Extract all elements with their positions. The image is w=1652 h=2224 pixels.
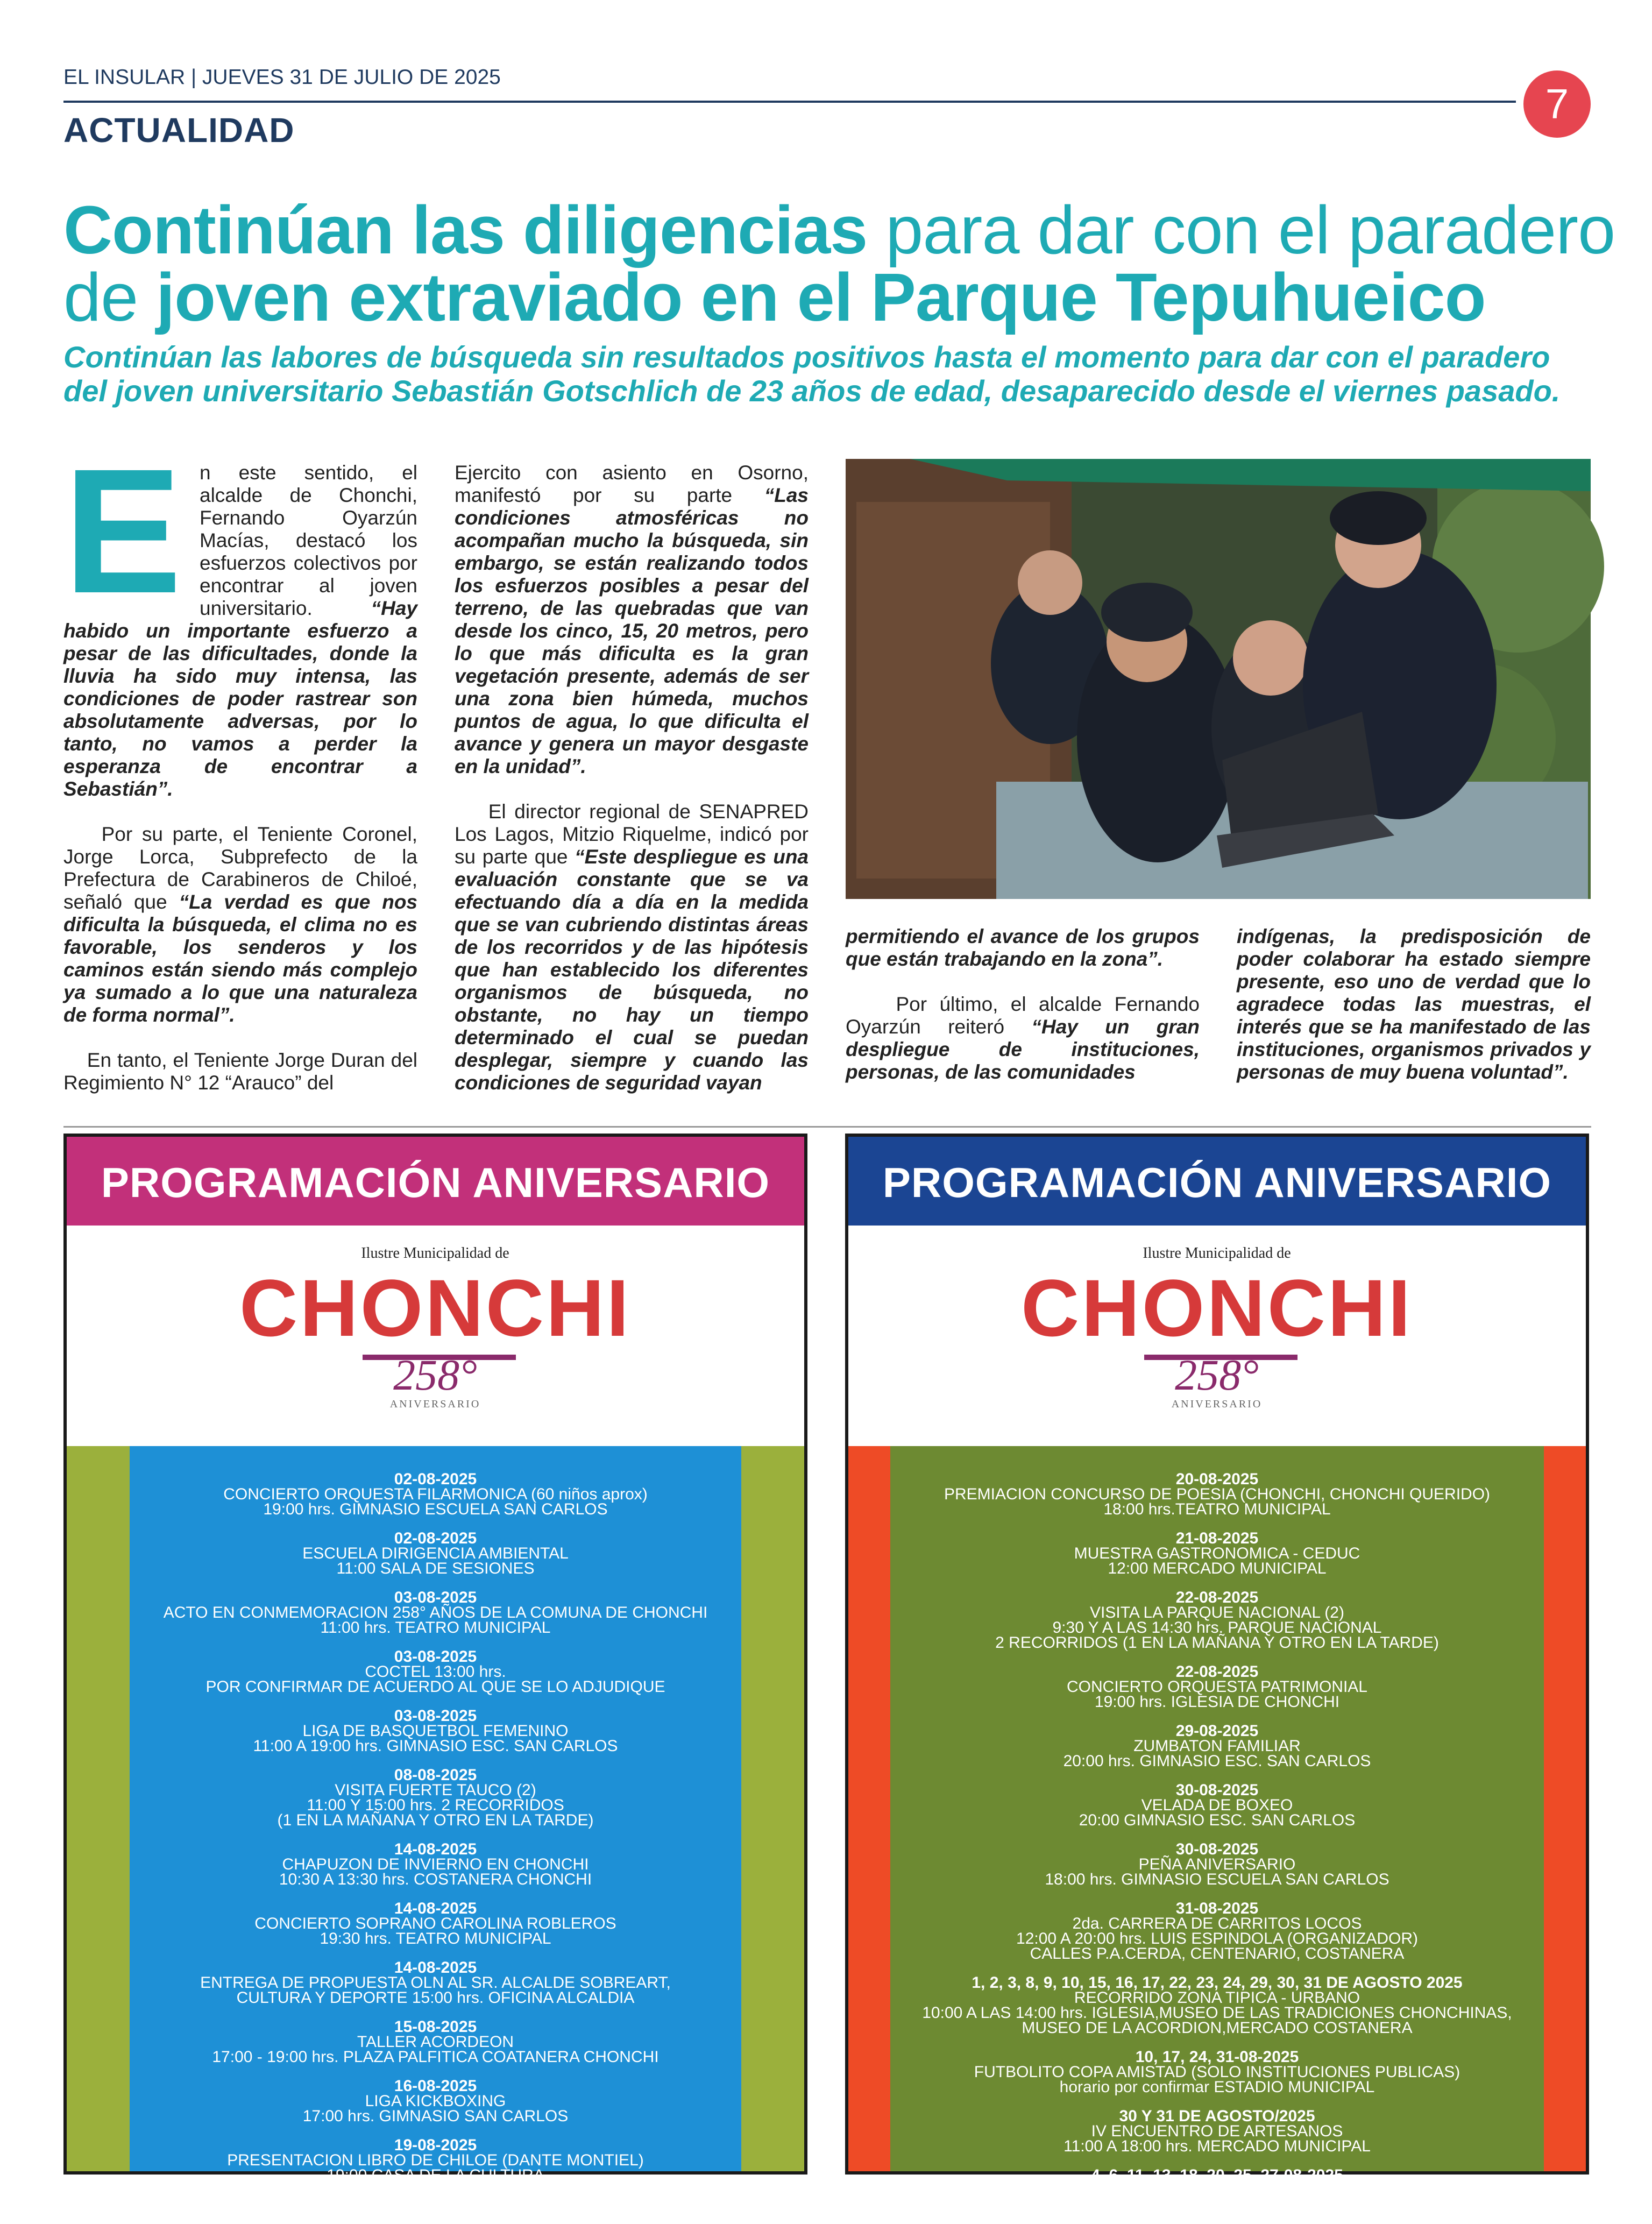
drop-cap: E bbox=[63, 431, 182, 630]
schedule-detail: PRESENTACION LIBRO DE CHILOE (DANTE MONTIEL) bbox=[227, 2151, 644, 2169]
schedule-detail: IV ENCUENTRO DE ARTESANOS bbox=[1091, 2122, 1343, 2140]
schedule-detail: COCTEL 13:00 hrs. bbox=[365, 1663, 506, 1681]
paragraph-3a: En tanto, el Teniente Jorge Duran del Regimiento N° 12 “Arauco” del bbox=[63, 1049, 417, 1094]
side-stripe-left bbox=[848, 1446, 890, 2171]
lead-paragraph: Continúan las labores de búsqueda sin resultados positivos hasta el momento para dar con el paradero del joven universitario Sebastián Gotschlich de 23 años de edad, desaparecido desde el viernes pasado. bbox=[63, 340, 1561, 408]
schedule-detail: 2da. CARRERA DE CARRITOS LOCOS bbox=[1072, 1915, 1362, 1932]
schedule-date: 15-08-2025 bbox=[394, 2018, 477, 2036]
article-column-2 bbox=[455, 462, 809, 1117]
headline-bold-2: joven extraviado en el Parque Tepuhueico bbox=[156, 259, 1486, 335]
schedule-detail: 9:30 Y A LAS 14:30 hrs. PARQUE NACIONAL bbox=[1052, 1619, 1382, 1637]
schedule-detail: VELADA DE BOXEO bbox=[1141, 1796, 1293, 1814]
schedule-item bbox=[890, 1531, 1544, 1576]
schedule-date: 10, 17, 24, 31-08-2025 bbox=[1135, 2048, 1299, 2066]
paragraph-3b: Ejercito con asiento en Osorno, manifestó por su parte “Las condiciones atmosféricas no acompañan mucho la búsqueda, sin embargo, se están realizando todos los esfuerzos posibles a pesar del terreno, de las quebradas que van desde los cinco, 15, 20 metros, pero lo que más dificulta es la gran vegetación presente, además de ser una zona bien húmeda, muchos puntos de agua, lo que dificulta el avance y genera un mayor desgaste en la unidad”. bbox=[455, 462, 809, 777]
schedule-date: 31-08-2025 bbox=[1175, 1900, 1259, 1917]
schedule-detail: 10:00 A 12:30 hrs. Y DE 14:00 A 16:30 hrs. CEDIAM bbox=[1030, 2197, 1404, 2214]
section-divider bbox=[63, 1126, 1591, 1128]
schedule-date: 22-08-2025 bbox=[1175, 1589, 1259, 1606]
schedule-detail: 17:00 hrs. GIMNASIO SAN CARLOS bbox=[302, 2107, 569, 2125]
schedule-date: 03-08-2025 bbox=[394, 1648, 477, 1666]
schedule-detail: 11:00 Y 15:00 hrs. 2 RECORRIDOS bbox=[307, 1796, 564, 1814]
schedule-date: 03-08-2025 bbox=[394, 1707, 477, 1725]
schedule-detail: 10:00 A LAS 14:00 hrs. IGLESIA,MUSEO DE LAS TRADICIONES CHONCHINAS, bbox=[922, 2004, 1512, 2022]
schedule-item bbox=[130, 1960, 741, 2006]
schedule-detail: 10:30 A 13:30 hrs. COSTANERA CHONCHI bbox=[279, 1871, 592, 1888]
side-stripe-right bbox=[741, 1446, 804, 2171]
schedule-date: 19-08-2025 bbox=[394, 2136, 477, 2154]
schedule-detail: PEÑA ANIVERSARIO bbox=[1138, 1855, 1296, 1873]
ad-banner: PROGRAMACIÓN ANIVERSARIO bbox=[67, 1137, 804, 1226]
schedule-date: 30-08-2025 bbox=[1175, 1840, 1259, 1858]
schedule-detail: 12:00 MERCADO MUNICIPAL bbox=[1108, 1560, 1327, 1577]
schedule-date: 08-08-2025 bbox=[394, 1766, 477, 1784]
header-rule bbox=[63, 101, 1516, 103]
schedule-item bbox=[890, 1665, 1544, 1710]
schedule-item bbox=[890, 2050, 1544, 2095]
headline-regular-2: de bbox=[63, 259, 157, 335]
schedule-item bbox=[890, 2109, 1544, 2154]
article-column-4 bbox=[1237, 925, 1591, 1106]
news-photo bbox=[846, 459, 1591, 899]
chonchi-logo bbox=[67, 1236, 804, 1438]
article-column-3 bbox=[846, 925, 1200, 1106]
paragraph-5a: Por último, el alcalde Fernando Oyarzún reiteró “Hay un gran despliegue de instituciones, personas, de las comunidades bbox=[846, 993, 1200, 1083]
schedule-detail: PREMIACION CONCURSO DE POESIA (CHONCHI, CHONCHI QUERIDO) bbox=[944, 1485, 1491, 1503]
side-stripe-left bbox=[67, 1446, 130, 2171]
schedule-item bbox=[130, 1590, 741, 1635]
schedule-date: 02-08-2025 bbox=[394, 1529, 477, 1547]
section-label: ACTUALIDAD bbox=[63, 111, 295, 150]
paragraph-1: n este sentido, el alcalde de Chonchi, Fernando Oyarzún Macías, destacó los esfuerzos colectivos por encontrar al joven universitario. “Hay habido un importante esfuerzo a pesar de las dificultades, donde la lluvia ha sido muy intensa, las condiciones de poder rastrear son absolutamente adversas, por lo tanto, no vamos a perder la esperanza de encontrar a Sebastián”. bbox=[63, 462, 417, 800]
schedule-date: 03-08-2025 bbox=[394, 1589, 477, 1606]
schedule-detail: 19:00 CASA DE LA CULTURA bbox=[327, 2166, 544, 2184]
headline-line-2 bbox=[63, 261, 1591, 334]
schedule-detail: ACTO EN CONMEMORACION 258° AÑOS DE LA COMUNA DE CHONCHI bbox=[163, 1604, 708, 1621]
header-meta: EL INSULAR | JUEVES 31 DE JULIO DE 2025 bbox=[63, 66, 501, 89]
schedule-detail: 11:00 A 18:00 hrs. MERCADO MUNICIPAL bbox=[1063, 2137, 1371, 2155]
ad-banner: PROGRAMACIÓN ANIVERSARIO bbox=[848, 1137, 1586, 1226]
schedule-date: 1, 2, 3, 8, 9, 10, 15, 16, 17, 22, 23, 24, 29, 30, 31 DE AGOSTO 2025 bbox=[972, 1974, 1463, 1992]
schedule-detail: CALLES P.A.CERDA, CENTENARIO, COSTANERA bbox=[1030, 1945, 1405, 1963]
schedule-item bbox=[130, 1901, 741, 1946]
schedule-date: 14-08-2025 bbox=[394, 1959, 477, 1977]
search-team-photo bbox=[846, 459, 1591, 899]
schedule-item bbox=[130, 1649, 741, 1695]
schedule-detail: VISITA FUERTE TAUCO (2) bbox=[335, 1781, 536, 1799]
schedule-detail: 18:00 hrs. GIMNASIO ESCUELA SAN CARLOS bbox=[1045, 1871, 1389, 1888]
paragraph-5b: indígenas, la predisposición de poder colaborar ha estado siempre presente, eso uno de verdad que lo agradece todas las muestras, el interés que se ha manifestado de las instituciones, organismos privados y personas de muy buena voluntad”. bbox=[1237, 925, 1591, 1083]
schedule-item bbox=[890, 1590, 1544, 1651]
schedule-detail: 19:00 hrs. IGLESIA DE CHONCHI bbox=[1094, 1693, 1340, 1711]
logo-caption: Ilustre Municipalidad de bbox=[361, 1245, 509, 1262]
schedule-detail: CONCIERTO ORQUESTA FILARMONICA (60 niños aprox) bbox=[223, 1485, 648, 1503]
anniversary-ad-left bbox=[63, 1134, 807, 2184]
schedule-detail: LIGA DE BASQUETBOL FEMENINO bbox=[302, 1722, 569, 1740]
schedule-detail: 20:00 hrs. GIMNASIO ESC. SAN CARLOS bbox=[1063, 1752, 1371, 1770]
schedule-item bbox=[130, 2138, 741, 2183]
schedule-detail: CONCIERTO ORQUESTA PATRIMONIAL bbox=[1067, 1678, 1367, 1696]
schedule-item bbox=[890, 1842, 1544, 1887]
schedule-date: 16-08-2025 bbox=[394, 2077, 477, 2095]
schedule-item bbox=[130, 1531, 741, 1576]
schedule-item bbox=[130, 2079, 741, 2124]
schedule-list bbox=[890, 1446, 1544, 2214]
logo-number: 258° bbox=[1175, 1350, 1259, 1399]
schedule-date: 02-08-2025 bbox=[394, 1470, 477, 1488]
schedule-date: 30-08-2025 bbox=[1175, 1781, 1259, 1799]
schedule-item bbox=[890, 1724, 1544, 1769]
schedule-item bbox=[130, 1709, 741, 1754]
page-number: 7 bbox=[1523, 70, 1591, 138]
schedule-detail: CHAPUZON DE INVIERNO EN CHONCHI bbox=[282, 1855, 589, 1873]
schedule-detail: LIGA KICKBOXING bbox=[365, 2092, 506, 2110]
schedule-detail: MUSEO DE LA ACORDION,MERCADO COSTANERA bbox=[1022, 2019, 1413, 2037]
logo-name: CHONCHI bbox=[1021, 1263, 1413, 1353]
schedule-date: 30 Y 31 DE AGOSTO/2025 bbox=[1119, 2107, 1315, 2125]
schedule-detail: CONCIERTO SOPRANO CAROLINA ROBLEROS bbox=[254, 1915, 616, 1932]
logo-name: CHONCHI bbox=[239, 1263, 631, 1353]
schedule-detail: ESCUELA DIRIGENCIA AMBIENTAL bbox=[302, 1545, 569, 1562]
schedule-detail: TALLER ACORDEON bbox=[357, 2033, 514, 2051]
schedule-detail: 2 RECORRIDOS (1 EN LA MAÑANA Y OTRO EN LA TARDE) bbox=[995, 1634, 1439, 1652]
logo-number: 258° bbox=[393, 1350, 477, 1399]
chonchi-logo bbox=[848, 1236, 1586, 1438]
schedule-detail: 11:00 A 19:00 hrs. GIMNASIO ESC. SAN CARLOS bbox=[253, 1737, 618, 1755]
schedule-detail: CULTURA Y DEPORTE 15:00 hrs. OFICINA ALCALDIA bbox=[236, 1989, 635, 2007]
schedule-item bbox=[130, 2020, 741, 2065]
schedule-detail: horario por confirmar ESTADIO MUNICIPAL bbox=[1059, 2078, 1375, 2096]
schedule-item bbox=[890, 1901, 1544, 1961]
schedule-detail: (1 EN LA MAÑANA Y OTRO EN LA TARDE) bbox=[277, 1811, 594, 1829]
schedule-detail: ZUMBATON FAMILIAR bbox=[1133, 1737, 1301, 1755]
schedule-date: 4, 6, 11, 13, 18, 20, 25, 27-08-2025 bbox=[1091, 2166, 1343, 2184]
schedule-item bbox=[130, 1472, 741, 1517]
schedule-detail: POR CONFIRMAR DE ACUERDO AL QUE SE LO ADJUDIQUE bbox=[205, 1678, 665, 1696]
schedule-detail: ENTREGA DE PROPUESTA OLN AL SR. ALCALDE SOBREART, bbox=[200, 1974, 671, 1992]
headline-regular-1: para dar con el paradero bbox=[867, 192, 1615, 268]
schedule-date: 21-08-2025 bbox=[1175, 1529, 1259, 1547]
paragraph-4a: El director regional de SENAPRED Los Lagos, Mitzio Riquelme, indicó por su parte que “Este despliegue es una evaluación constante que se va efectuando día a día en la medida que se van cubriendo distintas áreas de los recorridos y de las hipótesis que han establecido los diferentes organismos de búsqueda, no obstante, no hay un tiempo determinado el cual se puedan desplegar, siempre y cuando las condiciones de seguridad vayan bbox=[455, 801, 809, 1094]
logo-caption: Ilustre Municipalidad de bbox=[1143, 1245, 1291, 1262]
schedule-detail: RECORRIDO ZONA TIPICA - URBANO bbox=[1074, 1989, 1360, 2007]
paragraph-2: Por su parte, el Teniente Coronel, Jorge Lorca, Subprefecto de la Prefectura de Carabineros de Chiloé, señaló que “La verdad es que nos dificulta la búsqueda, el clima no es favorable, los senderos y los caminos están siendo más complejo ya sumado a lo que una naturaleza de forma normal”. bbox=[63, 823, 417, 1026]
schedule-detail: 17:00 - 19:00 hrs. PLAZA PALFITICA COATANERA CHONCHI bbox=[212, 2048, 659, 2066]
schedule-item bbox=[130, 1768, 741, 1828]
schedule-detail: 18:00 hrs.TEATRO MUNICIPAL bbox=[1103, 1500, 1331, 1518]
schedule-detail: 11:00 SALA DE SESIONES bbox=[336, 1560, 535, 1577]
schedule-detail: 20:00 GIMNASIO ESC. SAN CARLOS bbox=[1079, 1811, 1356, 1829]
schedule-date: 22-08-2025 bbox=[1175, 1663, 1259, 1681]
schedule-detail: 12:00 A 20:00 hrs. LUIS ESPINDOLA (ORGANIZADOR) bbox=[1016, 1930, 1418, 1947]
paragraph-4b: permitiendo el avance de los grupos que están trabajando en la zona”. bbox=[846, 925, 1200, 970]
logo-sub: ANIVERSARIO bbox=[1171, 1398, 1263, 1410]
logo-sub: ANIVERSARIO bbox=[389, 1398, 481, 1410]
schedule-list bbox=[130, 1446, 741, 2184]
schedule-item bbox=[890, 1472, 1544, 1517]
headline-bold-1: Continúan las diligencias bbox=[63, 192, 868, 268]
schedule-item bbox=[890, 2168, 1544, 2213]
anniversary-ad-right bbox=[845, 1134, 1589, 2214]
schedule-detail: VISITA LA PARQUE NACIONAL (2) bbox=[1090, 1604, 1344, 1621]
schedule-date: 14-08-2025 bbox=[394, 1840, 477, 1858]
schedule-detail: MUESTRA GASTRONOMICA - CEDUC bbox=[1074, 1545, 1360, 1562]
schedule-detail: 11:00 hrs. TEATRO MUNICIPAL bbox=[320, 1619, 551, 1637]
schedule-date: 14-08-2025 bbox=[394, 1900, 477, 1917]
schedule-detail: FUTBOLITO COPA AMISTAD (SOLO INSTITUCIONES PUBLICAS) bbox=[974, 2063, 1460, 2081]
schedule-date: 20-08-2025 bbox=[1175, 1470, 1259, 1488]
headline-line-1 bbox=[63, 192, 1615, 268]
side-stripe-right bbox=[1544, 1446, 1586, 2171]
article-column-1 bbox=[63, 431, 417, 1117]
schedule-detail: LUNES Y MIERCOLES TALLERES ABIETO A LOS ADULTOS MAYORES (8) bbox=[940, 2181, 1494, 2199]
schedule-item bbox=[890, 1783, 1544, 1828]
schedule-detail: 19:30 hrs. TEATRO MUNICIPAL bbox=[320, 1930, 551, 1947]
schedule-date: 29-08-2025 bbox=[1175, 1722, 1259, 1740]
schedule-item bbox=[130, 1842, 741, 1887]
schedule-detail: 19:00 hrs. GIMNASIO ESCUELA SAN CARLOS bbox=[263, 1500, 608, 1518]
schedule-item bbox=[890, 1975, 1544, 2036]
